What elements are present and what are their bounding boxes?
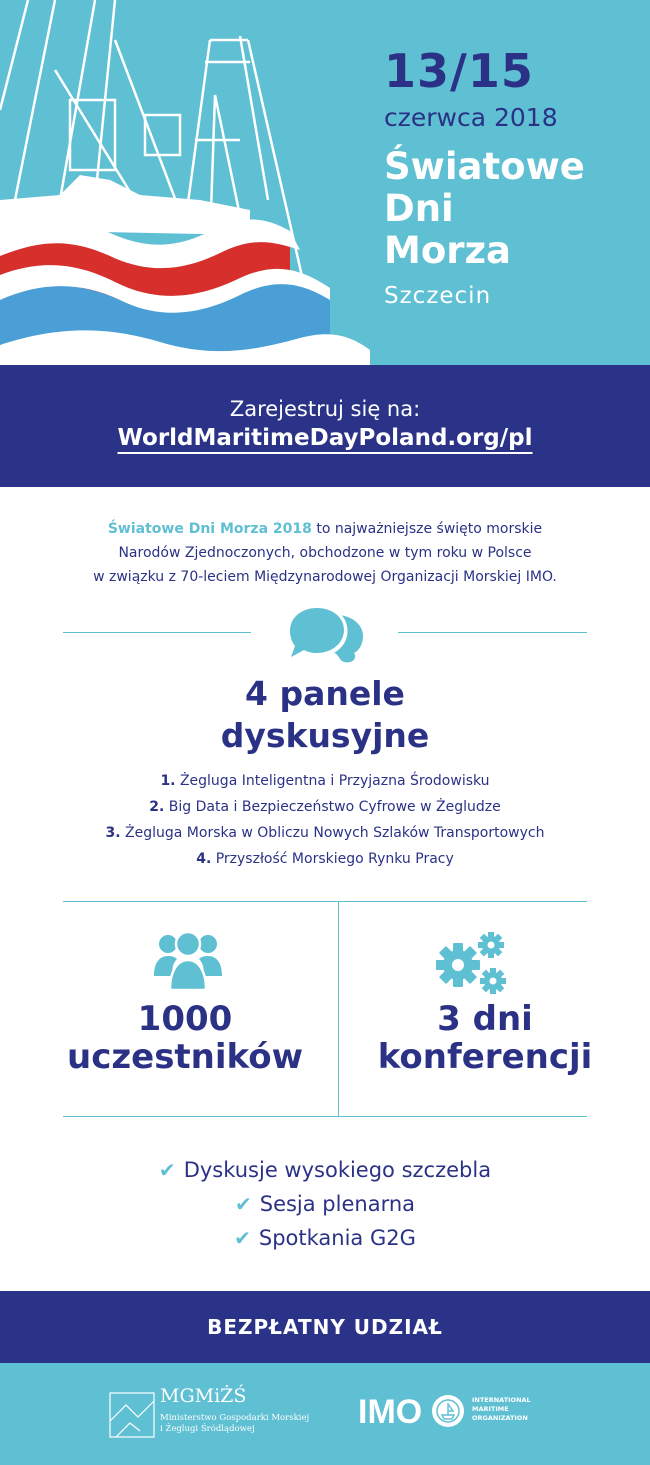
panel-item	[0, 820, 650, 846]
event-title-line: Światowe	[384, 145, 585, 188]
intro-line: w związku z 70-leciem Międzynarodowej Organizacji Morskiej IMO.	[93, 569, 557, 585]
checkmark-icon: ✔	[158, 1158, 176, 1182]
stat-label: uczestników	[66, 1037, 304, 1077]
stats-divider-middle	[338, 901, 339, 1116]
stats-divider-bottom	[63, 1116, 587, 1117]
mgm-emblem-icon	[108, 1391, 156, 1439]
feature-item	[0, 1187, 650, 1221]
panel-text: Żegluga Morska w Obliczu Nowych Szlaków Transportowych	[125, 825, 545, 841]
stats-divider-top	[63, 901, 587, 902]
panels-heading-line: dyskusyjne	[220, 716, 430, 755]
mgm-abbreviation: MGMiŻŚ	[160, 1385, 247, 1407]
intro-paragraph	[40, 517, 610, 589]
intro-line-rest: to najważniejsze święto morskie	[311, 521, 543, 537]
panel-number: 3.	[105, 825, 121, 841]
intro-line: Narodów Zjednoczonych, obchodzone w tym roku w Polsce	[118, 545, 532, 561]
checkmark-icon: ✔	[234, 1226, 251, 1250]
event-city: Szczecin	[384, 283, 492, 309]
imo-abbreviation: IMO	[358, 1393, 423, 1429]
feature-text: Dyskusje wysokiego szczebla	[183, 1158, 492, 1182]
imo-emblem	[358, 1393, 468, 1429]
gears-icon	[436, 931, 508, 997]
intro-highlight: Światowe Dni Morza 2018	[107, 521, 312, 537]
panels-heading	[0, 673, 650, 757]
imo-logo	[358, 1393, 558, 1433]
panel-number: 2.	[149, 799, 165, 815]
stat-value: 1000	[137, 999, 233, 1039]
imo-full-name: INTERNATIONAL MARITIME ORGANIZATION	[472, 1396, 531, 1422]
divider-left	[63, 632, 251, 633]
panel-text: Big Data i Bezpieczeństwo Cyfrowe w Żegludze	[168, 799, 501, 815]
free-participation-banner: BEZPŁATNY UDZIAŁ	[0, 1291, 650, 1363]
panel-item	[0, 794, 650, 820]
feature-text: Spotkania G2G	[258, 1226, 416, 1250]
checkmark-icon: ✔	[234, 1192, 252, 1216]
panel-list	[0, 768, 650, 872]
event-title-line: Morza	[384, 229, 511, 272]
stat-participants	[40, 1000, 330, 1076]
footer-logos	[0, 1363, 650, 1465]
register-label: Zarejestruj się na:	[229, 397, 421, 421]
panel-text: Przyszłość Morskiego Rynku Pracy	[215, 851, 454, 867]
feature-item	[0, 1153, 650, 1187]
panel-number: 1.	[160, 773, 176, 789]
feature-text: Sesja plenarna	[259, 1192, 416, 1216]
panel-text: Żegluga Inteligentna i Przyjazna Środowisku	[179, 773, 490, 789]
panel-item	[0, 768, 650, 794]
panels-heading-line: 4 panele	[245, 674, 405, 713]
mgm-logo	[108, 1385, 308, 1445]
stat-days	[340, 1000, 630, 1076]
panel-item	[0, 846, 650, 872]
stat-label: konferencji	[377, 1037, 593, 1077]
event-month-year: czerwca 2018	[384, 103, 558, 132]
register-banner	[0, 365, 650, 487]
hero-banner	[0, 0, 650, 365]
event-dates: 13/15	[384, 44, 534, 98]
panel-number: 4.	[196, 851, 212, 867]
mgm-full-name: Ministerstwo Gospodarki Morskiej i Żeglugi Śródlądowej	[160, 1413, 310, 1434]
event-title	[384, 146, 585, 272]
event-title-line: Dni	[384, 187, 454, 230]
stat-value: 3 dni	[437, 999, 533, 1039]
users-icon	[154, 930, 222, 990]
register-link[interactable]: WorldMaritimeDayPoland.org/pl	[117, 425, 533, 451]
feature-item	[0, 1221, 650, 1255]
speech-bubbles-icon	[284, 603, 364, 665]
feature-list	[0, 1153, 650, 1255]
intro-line	[40, 517, 610, 541]
divider-right	[398, 632, 587, 633]
